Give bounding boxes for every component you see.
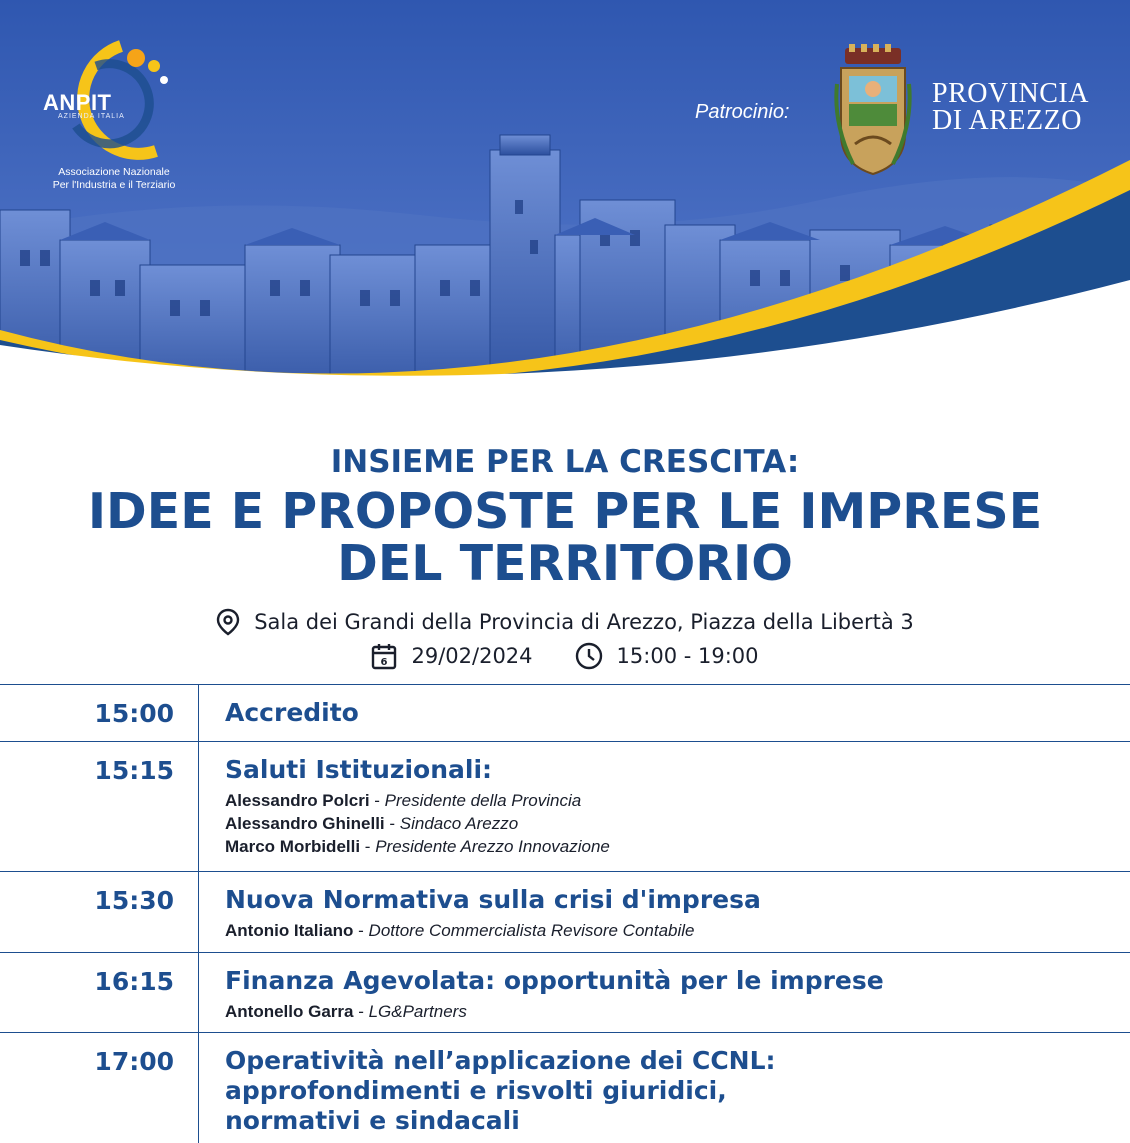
agenda-content — [225, 966, 1110, 1023]
speaker-name: Antonello Garra — [225, 1002, 354, 1021]
anpit-logo-text: ANPIT — [43, 90, 112, 115]
agenda-topic: Nuova Normativa sulla crisi d'impresa — [225, 885, 761, 914]
speaker-line: Antonio Italiano - Dottore Commercialista Revisore Contabile — [225, 921, 695, 940]
speaker-line: Marco Morbidelli - Presidente Arezzo Innovazione — [225, 837, 610, 856]
event-subtitle: INSIEME PER LA CRESCITA: — [330, 444, 800, 480]
clock-icon — [575, 642, 603, 670]
speaker-role: Presidente Arezzo Innovazione — [375, 837, 610, 856]
event-location: Sala dei Grandi della Provincia di Arezzo, Piazza della Libertà 3 — [254, 610, 914, 634]
svg-text:6: 6 — [381, 657, 388, 668]
event-title-line: IDEE E PROPOSTE PER LE IMPRESE — [87, 483, 1043, 540]
agenda-row — [0, 684, 1130, 741]
agenda-topic-line: approfondimenti e risvolti giuridici, — [225, 1076, 727, 1105]
agenda-row — [0, 1032, 1130, 1143]
event-title — [0, 483, 1130, 592]
location-line — [0, 608, 1130, 636]
agenda-time: 15:00 — [94, 699, 174, 728]
anpit-description — [34, 166, 194, 192]
agenda-row — [0, 741, 1130, 871]
agenda-content — [225, 755, 1110, 858]
location-pin-icon — [216, 608, 240, 636]
datetime-line — [0, 642, 1130, 670]
agenda-row — [0, 952, 1130, 1032]
agenda-content — [225, 698, 1110, 728]
speaker-role: LG&Partners — [368, 1002, 467, 1021]
agenda-time: 17:00 — [94, 1047, 174, 1076]
speaker-name: Alessandro Polcri — [225, 791, 370, 810]
agenda-content — [225, 1046, 1110, 1136]
agenda-topic: Saluti Istituzionali: — [225, 755, 493, 784]
event-title-line: DEL TERRITORIO — [337, 535, 793, 592]
anpit-description-line: Associazione Nazionale — [58, 166, 170, 178]
agenda-time: 15:30 — [94, 886, 174, 915]
speaker-name: Antonio Italiano — [225, 921, 354, 940]
agenda-topic-line: normativi e sindacali — [225, 1106, 520, 1135]
speaker-line: Alessandro Ghinelli - Sindaco Arezzo — [225, 814, 519, 833]
speaker-name: Marco Morbidelli — [225, 837, 361, 856]
speaker-name: Alessandro Ghinelli — [225, 814, 385, 833]
provincia-name — [932, 80, 1107, 134]
provincia-name-line: DI AREZZO — [932, 105, 1082, 136]
patrocinio-label: Patrocinio: — [695, 101, 790, 123]
speaker-role: Sindaco Arezzo — [399, 814, 519, 833]
speaker-role: Dottore Commercialista Revisore Contabile — [368, 921, 695, 940]
event-date: 29/02/2024 — [411, 644, 533, 668]
agenda-topic: Finanza Agevolata: opportunità per le imprese — [225, 966, 884, 995]
agenda-time: 15:15 — [94, 756, 174, 785]
event-time: 15:00 - 19:00 — [616, 644, 759, 668]
speaker-role: Presidente della Provincia — [384, 791, 582, 810]
header-banner — [0, 0, 1130, 430]
speaker-line: Alessandro Polcri - Presidente della Provincia — [225, 791, 582, 810]
anpit-description-line: Per l'Industria e il Terziario — [52, 179, 176, 191]
speaker-line: Antonello Garra - LG&Partners — [225, 1002, 467, 1021]
provincia-crest-icon — [833, 44, 913, 182]
calendar-icon — [371, 642, 397, 670]
anpit-logo-subtext: AZIENDA ITALIA — [58, 113, 125, 120]
agenda-row — [0, 871, 1130, 952]
agenda-content — [225, 885, 1110, 942]
agenda-table — [0, 684, 1130, 1143]
agenda-time: 16:15 — [94, 967, 174, 996]
provincia-name-line: PROVINCIA — [932, 78, 1089, 109]
agenda-topic-line: Operatività nell’applicazione dei CCNL: — [225, 1046, 776, 1075]
agenda-topic: Accredito — [225, 698, 359, 727]
